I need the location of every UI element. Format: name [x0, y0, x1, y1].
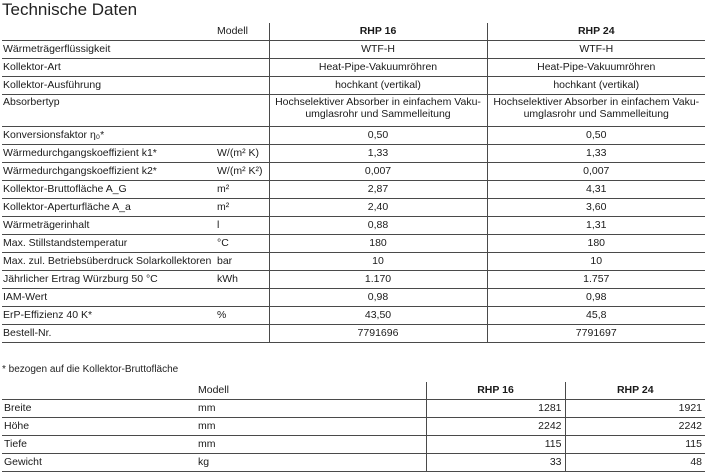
row-unit: m²: [214, 199, 269, 217]
row-label: Wärmeträgerinhalt: [2, 217, 214, 235]
row-label: ErP-Effizienz 40 K*: [2, 307, 214, 325]
row-value-rhp16: WTF-H: [269, 41, 487, 59]
row-value-rhp24: 1,31: [487, 217, 705, 235]
table-row: [2, 289, 705, 307]
technical-data-table: [2, 23, 705, 343]
row-label: Kollektor-Bruttofläche A_G: [2, 181, 214, 199]
header-model-label: Modell: [198, 384, 229, 396]
table-row: [2, 199, 705, 217]
row-unit: m²: [214, 181, 269, 199]
page-title: Technische Daten: [2, 0, 138, 19]
row-value-rhp24: Hochselektiver Absorber in einfachem Vaku-umglasrohr und Sammelleitung: [487, 95, 705, 127]
row-value-rhp16: 10: [269, 253, 487, 271]
row-value-rhp16: 115: [426, 436, 565, 454]
row-unit: [214, 41, 269, 59]
row-value-rhp24: 180: [487, 235, 705, 253]
row-value-rhp16: 0,007: [269, 163, 487, 181]
table-row: [2, 235, 705, 253]
table-row: [2, 436, 705, 454]
row-unit: [214, 77, 269, 95]
header-model-rhp24: RHP 24: [487, 23, 705, 41]
row-value-rhp16: 1281: [426, 400, 565, 418]
row-value-rhp24: 115: [565, 436, 705, 454]
row-unit: kWh: [214, 271, 269, 289]
row-value-rhp24: WTF-H: [487, 41, 705, 59]
row-label: Wärmedurchgangskoeffizient k2*: [2, 163, 214, 181]
row-label: IAM-Wert: [2, 289, 214, 307]
row-value-rhp24: Heat-Pipe-Vakuumröhren: [487, 59, 705, 77]
row-label: Gewicht: [2, 454, 198, 472]
row-value-rhp24: 4,31: [487, 181, 705, 199]
row-value-rhp16: 43,50: [269, 307, 487, 325]
row-label: Breite: [2, 400, 198, 418]
table-row: [2, 41, 705, 59]
row-value-rhp16: 7791696: [269, 325, 487, 343]
row-value-rhp24: 1,33: [487, 145, 705, 163]
row-value-rhp24: 0,007: [487, 163, 705, 181]
table-row: [2, 418, 705, 436]
row-value-rhp16: 1,33: [269, 145, 487, 163]
row-unit: bar: [214, 253, 269, 271]
header-model-rhp16: RHP 16: [269, 23, 487, 41]
row-label: Bestell-Nr.: [2, 325, 214, 343]
row-value-rhp24: 2242: [565, 418, 705, 436]
row-unit: °C: [214, 235, 269, 253]
row-value-rhp16: 180: [269, 235, 487, 253]
row-unit: [214, 127, 269, 145]
row-label: Wärmedurchgangskoeffizient k1*: [2, 145, 214, 163]
row-unit: [214, 95, 269, 127]
row-label: Kollektor-Art: [2, 59, 214, 77]
row-value-rhp16: 0,88: [269, 217, 487, 235]
row-value-rhp24: 3,60: [487, 199, 705, 217]
header-model-rhp16: RHP 16: [426, 382, 565, 400]
table-row: [2, 59, 705, 77]
row-value-rhp24: hochkant (vertikal): [487, 77, 705, 95]
table-row: [2, 271, 705, 289]
table-row: [2, 145, 705, 163]
row-unit: W/(m² K): [214, 145, 269, 163]
row-value-rhp24: 48: [565, 454, 705, 472]
row-value-rhp24: 1921: [565, 400, 705, 418]
row-label: Tiefe: [2, 436, 198, 454]
row-value-rhp24: 0,50: [487, 127, 705, 145]
table-row: [2, 181, 705, 199]
table-header-row: [2, 382, 705, 400]
header-model-label: Modell: [217, 25, 248, 37]
row-unit: [214, 59, 269, 77]
header-model-rhp24: RHP 24: [565, 382, 705, 400]
row-value-rhp16: 2,40: [269, 199, 487, 217]
table-row: [2, 400, 705, 418]
row-value-rhp16: hochkant (vertikal): [269, 77, 487, 95]
row-label: Absorbertyp: [2, 95, 214, 127]
footnote: * bezogen auf die Kollektor-Bruttofläche: [2, 364, 179, 375]
row-value-rhp16: 0,98: [269, 289, 487, 307]
row-value-rhp16: 33: [426, 454, 565, 472]
table-row: [2, 127, 705, 145]
table-row: [2, 163, 705, 181]
row-unit: l: [214, 217, 269, 235]
row-value-rhp24: 7791697: [487, 325, 705, 343]
row-label: Jährlicher Ertrag Würzburg 50 °C: [2, 271, 214, 289]
table-row: [2, 307, 705, 325]
table-row: [2, 95, 705, 127]
row-value-rhp24: 1.757: [487, 271, 705, 289]
table-row: [2, 77, 705, 95]
row-label: Höhe: [2, 418, 198, 436]
row-value-rhp24: 0,98: [487, 289, 705, 307]
row-value-rhp16: 2242: [426, 418, 565, 436]
row-value-rhp24: 10: [487, 253, 705, 271]
dimensions-table: [2, 382, 705, 472]
row-unit: mm: [198, 400, 426, 418]
row-unit: W/(m² K²): [214, 163, 269, 181]
row-value-rhp24: 45,8: [487, 307, 705, 325]
row-unit: %: [214, 307, 269, 325]
row-unit: kg: [198, 454, 426, 472]
table-row: [2, 325, 705, 343]
row-label: Konversionsfaktor η₀*: [2, 127, 214, 145]
row-value-rhp16: Hochselektiver Absorber in einfachem Vaku-umglasrohr und Sammelleitung: [269, 95, 487, 127]
row-value-rhp16: Heat-Pipe-Vakuumröhren: [269, 59, 487, 77]
row-value-rhp16: 0,50: [269, 127, 487, 145]
row-value-rhp16: 2,87: [269, 181, 487, 199]
row-label: Kollektor-Ausführung: [2, 77, 214, 95]
row-unit: [214, 325, 269, 343]
row-unit: [214, 289, 269, 307]
table-header-row: [2, 23, 705, 41]
header-empty-cell: [2, 382, 198, 400]
row-label: Wärmeträgerflüssigkeit: [2, 41, 214, 59]
table-row: [2, 253, 705, 271]
table-row: [2, 454, 705, 472]
table-row: [2, 217, 705, 235]
header-empty-cell: [2, 23, 214, 41]
row-unit: mm: [198, 436, 426, 454]
row-label: Max. Stillstandstemperatur: [2, 235, 214, 253]
row-label: Max. zul. Betriebsüberdruck Solarkollektoren: [2, 253, 214, 271]
row-value-rhp16: 1.170: [269, 271, 487, 289]
row-unit: mm: [198, 418, 426, 436]
row-label: Kollektor-Aperturfläche A_a: [2, 199, 214, 217]
